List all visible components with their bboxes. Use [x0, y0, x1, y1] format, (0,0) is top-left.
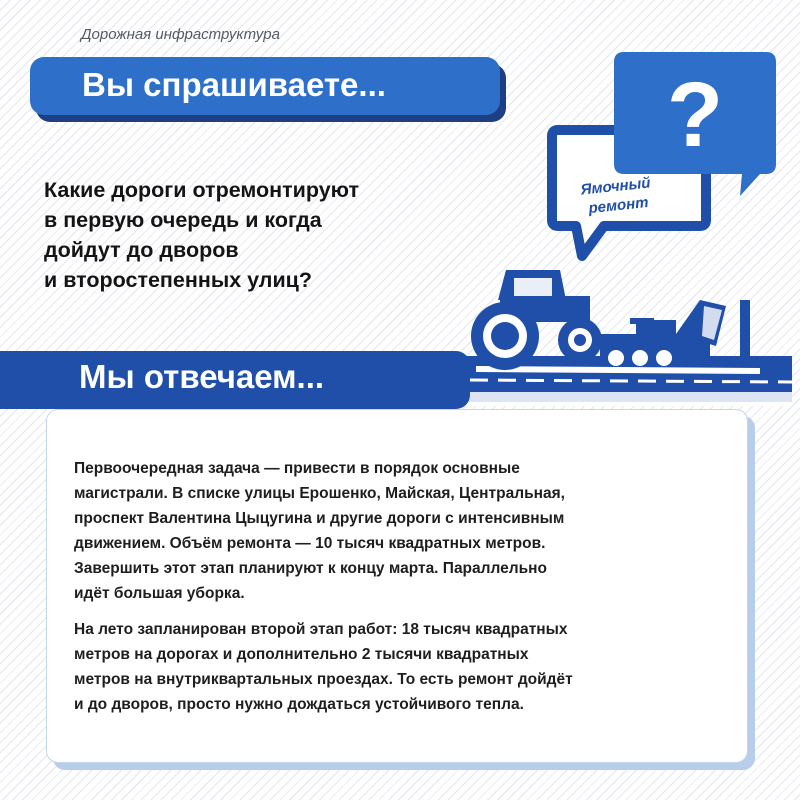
question-mark-icon: ?	[666, 64, 724, 166]
answer-line: метров на внутриквартальных проездах. То есть ремонт дойдёт	[74, 671, 573, 688]
question-line: дойдут до дворов	[44, 238, 239, 262]
answer-title-band	[0, 351, 470, 409]
ask-title-pill	[30, 57, 500, 115]
ask-title: Вы спрашиваете...	[82, 66, 386, 103]
answer-paragraph-2	[74, 617, 734, 717]
answer-line: Первоочередная задача — привести в порядок основные	[74, 460, 520, 477]
question-line: в первую очередь и когда	[44, 208, 322, 232]
answer-line: На лето запланирован второй этап работ: 18 тысяч квадратных	[74, 621, 568, 638]
answer-line: магистрали. В списке улицы Ерошенко, Майская, Центральная,	[74, 485, 565, 502]
question-line: и второстепенных улиц?	[44, 268, 313, 292]
answer-line: и до дворов, просто нужно дождаться устойчивого тепла.	[74, 696, 524, 713]
answer-text	[74, 456, 734, 717]
answer-line: проспект Валентина Цыцугина и другие дороги с интенсивным	[74, 510, 565, 527]
question-line: Какие дороги отремонтируют	[44, 178, 360, 202]
road-repair-illustration	[462, 48, 792, 414]
bubble-label-line1: Ямочный	[579, 174, 652, 199]
answer-line: метров на дорогах и дополнительно 2 тысячи квадратных	[74, 646, 529, 663]
answer-line: Завершить этот этап планируют к концу марта. Параллельно	[74, 560, 547, 577]
question-text	[44, 175, 484, 295]
answer-line: идёт большая уборка.	[74, 585, 245, 602]
answer-paragraph-1	[74, 456, 734, 606]
category-label: Дорожная инфраструктура	[81, 26, 280, 43]
answer-title: Мы отвечаем...	[79, 358, 325, 395]
road-roller-icon	[471, 270, 602, 370]
answer-line: движением. Объём ремонта — 10 тысяч квадратных метров.	[74, 535, 546, 552]
bubble-label-line2: ремонт	[587, 193, 650, 218]
answer-card	[46, 409, 748, 763]
